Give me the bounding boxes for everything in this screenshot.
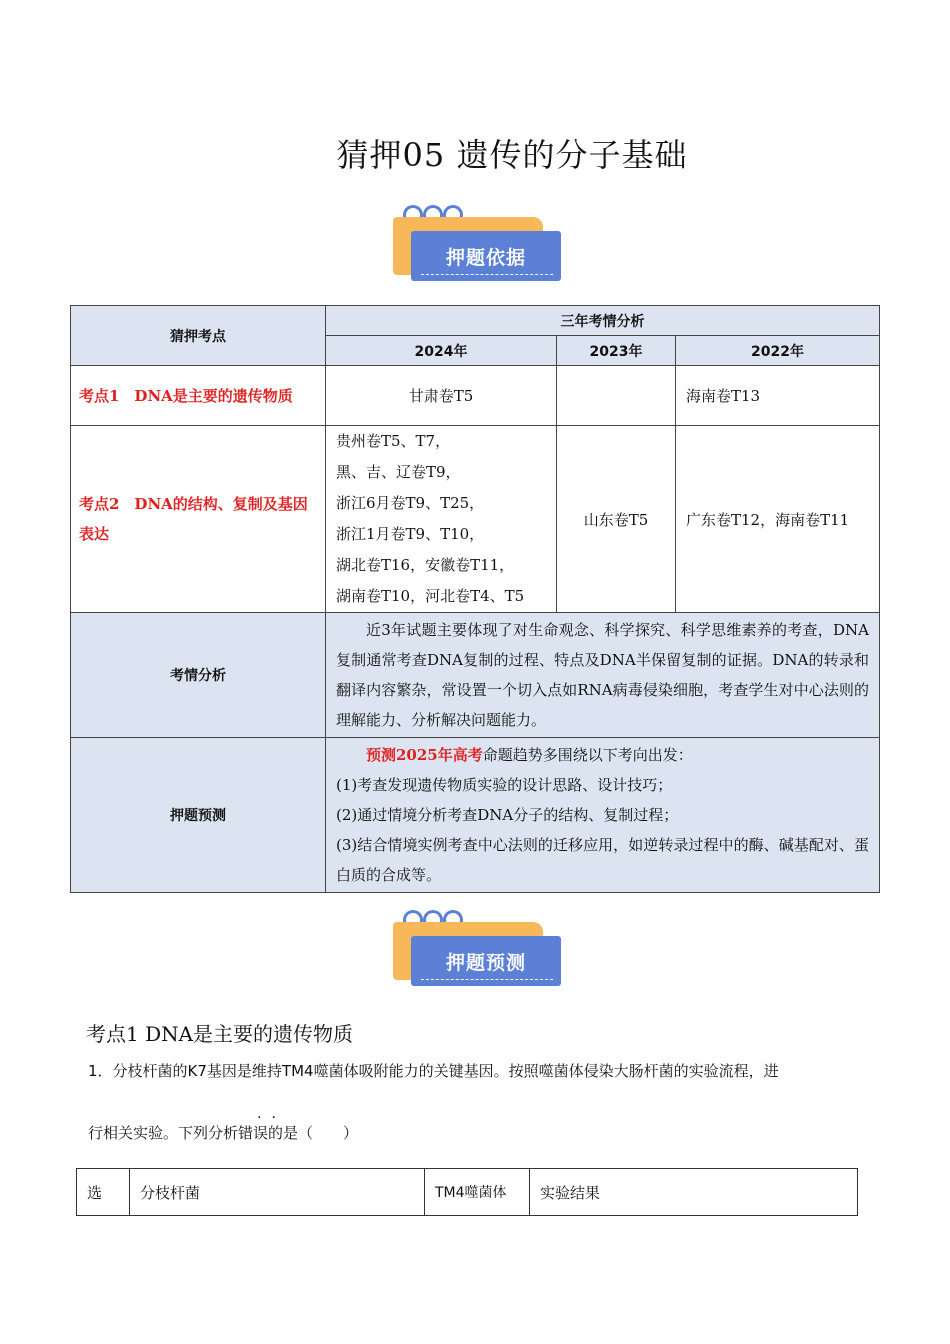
point-1-2022: 海南卷T13	[676, 366, 880, 426]
predict-text: 预测2025年高考命题趋势多围绕以下考向出发： (1)考查发现遗传物质实验的设计思路、设计技巧； (2)通过情境分析考查DNA分子的结构、复制过程； (3)结合情境实例考查中心法则的迁移应用，如逆转录过程中的酶、碱基配对、蛋白质的合成等。	[326, 738, 880, 893]
option-col-result: 实验结果	[530, 1169, 858, 1216]
predict-label: 押题预测	[71, 738, 326, 893]
predict-highlight: 预测2025年高考	[366, 746, 483, 764]
banner-predict	[393, 910, 563, 1000]
question-line-1: 1．分枝杆菌的K7基因是维持TM4噬菌体吸附能力的关键基因。按照噬菌体侵染大肠杆菌的实验流程，进	[88, 1062, 779, 1080]
banner-basis-label: 押题依据	[411, 231, 561, 281]
predict-item: (3)结合情境实例考查中心法则的迁移应用，如逆转录过程中的酶、碱基配对、蛋白质的合成等。	[336, 836, 869, 884]
section-title: 考点1 DNA是主要的遗传物质	[86, 1022, 354, 1046]
col-analysis-header: 三年考情分析	[326, 306, 880, 336]
page-title: 猜押05 遗传的分子基础	[336, 136, 688, 174]
option-table	[76, 1168, 858, 1216]
banner-basis	[393, 205, 563, 295]
year-2023-header: 2023年	[557, 336, 676, 366]
question-line-2: 行相关实验。下列分析错误的是（ ）	[88, 1124, 359, 1142]
emphasis-dots: ··	[257, 1110, 286, 1126]
analysis-label: 考情分析	[71, 613, 326, 738]
point-1-2023	[557, 366, 676, 426]
option-col-choice: 选	[77, 1169, 130, 1216]
option-col-bacteria: 分枝杆菌	[130, 1169, 425, 1216]
option-col-phage: TM4噬菌体	[425, 1169, 530, 1216]
analysis-text: 近3年试题主要体现了对生命观念、科学探究、科学思维素养的考查，DNA复制通常考查DNA复制的过程、特点及DNA半保留复制的证据。DNA的转录和翻译内容繁杂，常设置一个切入点如RNA病毒侵染细胞，考查学生对中心法则的理解能力、分析解决问题能力。	[326, 613, 880, 738]
col-point-header: 猜押考点	[71, 306, 326, 366]
exam-analysis-table	[70, 305, 880, 893]
predict-item: (2)通过情境分析考查DNA分子的结构、复制过程；	[336, 806, 679, 824]
year-2022-header: 2022年	[676, 336, 880, 366]
banner-predict-label: 押题预测	[411, 936, 561, 986]
point-1: 考点1 DNA是主要的遗传物质	[71, 366, 326, 426]
predict-item: (1)考查发现遗传物质实验的设计思路、设计技巧；	[336, 776, 673, 794]
point-2-2022: 广东卷T12，海南卷T11	[676, 426, 880, 613]
point-2: 考点2 DNA的结构、复制及基因表达	[71, 426, 326, 613]
point-2-2024: 贵州卷T5、T7， 黑、吉、辽卷T9， 浙江6月卷T9、T25， 浙江1月卷T9、T10， 湖北卷T16，安徽卷T11， 湖南卷T10，河北卷T4、T5	[326, 426, 557, 613]
year-2024-header: 2024年	[326, 336, 557, 366]
point-1-2024: 甘肃卷T5	[326, 366, 557, 426]
point-2-2023: 山东卷T5	[557, 426, 676, 613]
